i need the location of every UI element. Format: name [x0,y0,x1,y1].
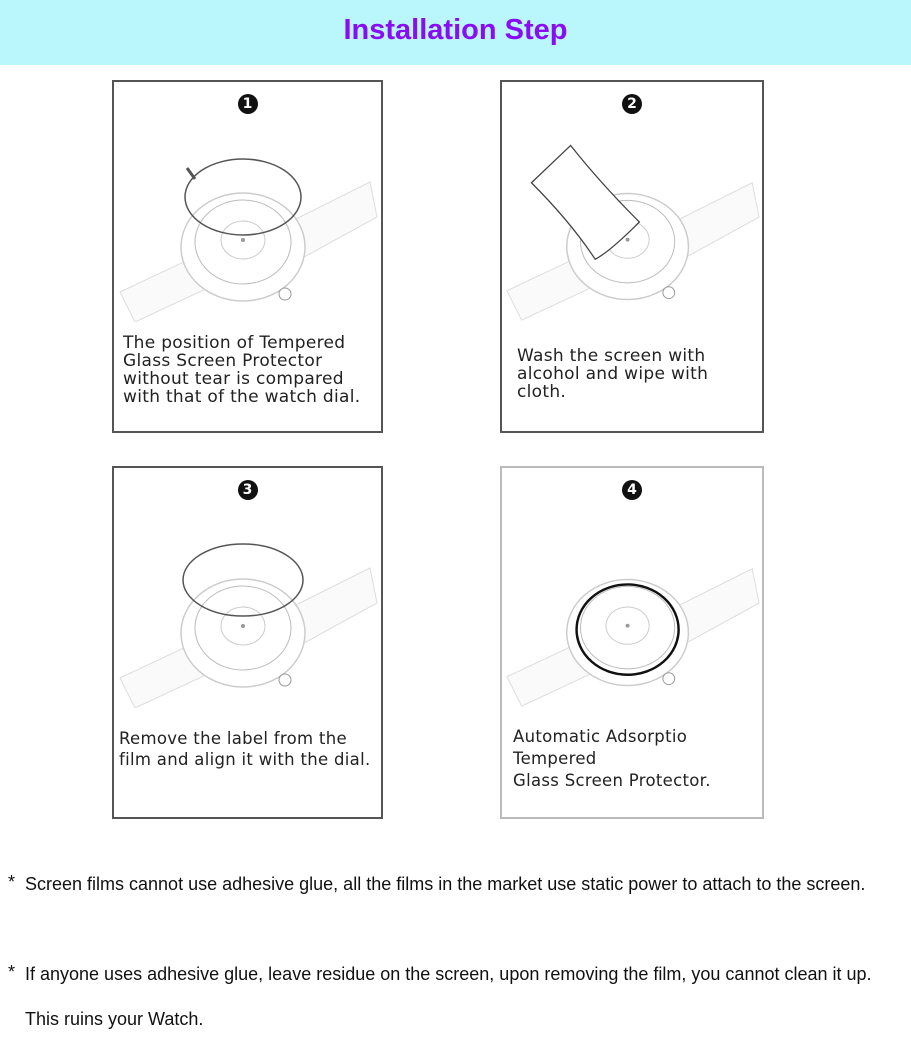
watch-crown [663,287,675,299]
watch-case [181,193,305,301]
bullet-asterisk: * [8,872,16,892]
watch-illustration [502,122,762,322]
step-number-badge: 2 [622,94,642,114]
step-panel-2 [500,80,764,433]
watch-case [181,579,305,687]
watch-crown [279,288,291,300]
bullet-asterisk: * [8,962,16,982]
watch-center [626,624,630,628]
watch-crown [663,673,675,685]
watch-case [567,580,689,686]
watch-sketch [114,508,381,708]
note-text: If anyone uses adhesive glue, leave residue on the screen, upon removing the film, you cannot clean it up. This ruins your Watch. [25,964,872,1029]
step-number-badge: 4 [622,480,642,500]
watch-center [241,238,245,242]
note-text: Screen films cannot use adhesive glue, all the films in the market use static power to attach to the screen. [25,874,866,894]
watch-sketch [114,122,381,322]
watch-center [241,624,245,628]
step-caption: Remove the label from the film and align it with the dial. [119,729,371,769]
step-panel-3 [112,466,383,819]
watch-sketch [502,508,762,708]
step-caption: Wash the screen with alcohol and wipe with cloth. [517,346,709,402]
watch-illustration [114,122,381,322]
watch-crown [279,674,291,686]
watch-illustration [502,508,762,708]
header-banner [0,0,911,65]
watch-illustration [114,508,381,708]
watch-center [626,238,630,242]
step-caption: Automatic Adsorptio Tempered Glass Screen Protector. [513,727,711,790]
page-title: Installation Step [343,14,568,46]
step-caption: The position of Tempered Glass Screen Protector without tear is compared with that of the watch dial. [123,333,361,407]
step-panel-4 [500,466,764,819]
step-number-badge: 3 [238,480,258,500]
step-number-badge: 1 [238,94,258,114]
step-panel-1 [112,80,383,433]
film-tab [187,168,195,179]
watch-sketch [502,122,762,322]
